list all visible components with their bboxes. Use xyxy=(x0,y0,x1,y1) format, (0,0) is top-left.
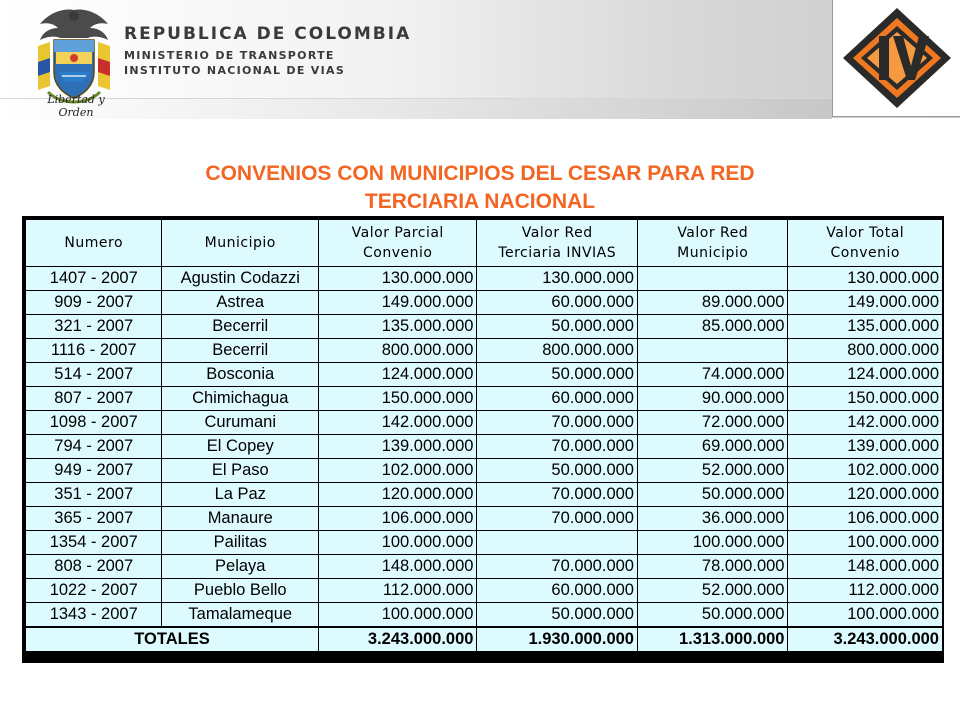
municipio-cell: Bosconia xyxy=(162,363,319,387)
header-municipio xyxy=(162,220,319,267)
municipio-cell: Agustin Codazzi xyxy=(162,267,319,291)
invias-logo-icon xyxy=(839,4,955,112)
valor-red-municipio-cell: 74.000.000 xyxy=(637,363,788,387)
table-body xyxy=(26,267,943,628)
municipio-cell: La Paz xyxy=(162,483,319,507)
valor-red-municipio-cell: 50.000.000 xyxy=(637,483,788,507)
table-row xyxy=(26,507,943,531)
title-line-2: TERCIARIA NACIONAL xyxy=(364,190,596,213)
municipio-cell: Pueblo Bello xyxy=(162,579,319,603)
valor-red-municipio-cell: 52.000.000 xyxy=(637,579,788,603)
valor-total-cell: 100.000.000 xyxy=(788,531,943,555)
valor-red-municipio-cell: 50.000.000 xyxy=(637,603,788,628)
table-row xyxy=(26,411,943,435)
ministry-name: MINISTERIO DE TRANSPORTE xyxy=(124,49,335,62)
numero-cell: 807 - 2007 xyxy=(26,387,162,411)
table-row xyxy=(26,483,943,507)
valor-parcial-cell: 100.000.000 xyxy=(319,531,477,555)
numero-cell: 1343 - 2007 xyxy=(26,603,162,628)
header-text-line: Numero xyxy=(64,235,124,251)
header-text-line: Convenio xyxy=(363,245,433,261)
valor-parcial-cell: 130.000.000 xyxy=(319,267,477,291)
table-row xyxy=(26,459,943,483)
agreements-table xyxy=(25,219,943,652)
valor-parcial-cell: 106.000.000 xyxy=(319,507,477,531)
municipio-cell: Curumani xyxy=(162,411,319,435)
country-name: REPUBLICA DE COLOMBIA xyxy=(124,24,412,44)
valor-parcial-cell: 120.000.000 xyxy=(319,483,477,507)
header-banner xyxy=(0,0,960,118)
header-text-line: Municipio xyxy=(204,235,276,251)
valor-red-municipio-cell: 85.000.000 xyxy=(637,315,788,339)
valor-red-invias-cell: 50.000.000 xyxy=(477,363,638,387)
numero-cell: 1354 - 2007 xyxy=(26,531,162,555)
numero-cell: 514 - 2007 xyxy=(26,363,162,387)
numero-cell: 1116 - 2007 xyxy=(26,339,162,363)
municipio-cell: Becerril xyxy=(162,315,319,339)
valor-total-cell: 139.000.000 xyxy=(788,435,943,459)
header-text-line: Convenio xyxy=(830,245,900,261)
invias-logo xyxy=(832,0,960,117)
table-row xyxy=(26,603,943,628)
valor-red-invias-cell: 60.000.000 xyxy=(477,579,638,603)
municipio-cell: El Paso xyxy=(162,459,319,483)
total-valor-red-municipio: 1.313.000.000 xyxy=(637,627,788,652)
header-text-line: Municipio xyxy=(677,245,749,261)
valor-parcial-cell: 112.000.000 xyxy=(319,579,477,603)
valor-total-cell: 142.000.000 xyxy=(788,411,943,435)
municipio-cell: Pelaya xyxy=(162,555,319,579)
valor-red-municipio-cell xyxy=(637,339,788,363)
valor-red-invias-cell: 60.000.000 xyxy=(477,387,638,411)
totals-row xyxy=(26,627,943,652)
header-valor-red-municipio xyxy=(637,220,788,267)
header-valor-parcial xyxy=(319,220,477,267)
table-row xyxy=(26,435,943,459)
valor-red-invias-cell: 800.000.000 xyxy=(477,339,638,363)
table-header xyxy=(26,220,943,267)
valor-parcial-cell: 142.000.000 xyxy=(319,411,477,435)
municipio-cell: Tamalameque xyxy=(162,603,319,628)
valor-red-invias-cell: 50.000.000 xyxy=(477,315,638,339)
valor-total-cell: 120.000.000 xyxy=(788,483,943,507)
valor-red-municipio-cell: 100.000.000 xyxy=(637,531,788,555)
valor-red-invias-cell: 50.000.000 xyxy=(477,603,638,628)
header-row xyxy=(26,220,943,267)
table-row xyxy=(26,555,943,579)
table-row xyxy=(26,363,943,387)
municipio-cell: Manaure xyxy=(162,507,319,531)
valor-total-cell: 130.000.000 xyxy=(788,267,943,291)
header-text-line: Valor Red xyxy=(677,225,749,241)
table-footer xyxy=(26,627,943,652)
valor-red-municipio-cell: 78.000.000 xyxy=(637,555,788,579)
valor-total-cell: 148.000.000 xyxy=(788,555,943,579)
valor-parcial-cell: 150.000.000 xyxy=(319,387,477,411)
header-text-line: Terciaria INVIAS xyxy=(498,245,617,261)
municipio-cell: Chimichagua xyxy=(162,387,319,411)
valor-red-invias-cell: 70.000.000 xyxy=(477,555,638,579)
valor-red-municipio-cell: 36.000.000 xyxy=(637,507,788,531)
valor-red-invias-cell: 50.000.000 xyxy=(477,459,638,483)
numero-cell: 949 - 2007 xyxy=(26,459,162,483)
table-row xyxy=(26,267,943,291)
title-line-1: CONVENIOS CON MUNICIPIOS DEL CESAR PARA RED xyxy=(205,162,755,185)
total-valor-total: 3.243.000.000 xyxy=(788,627,943,652)
header-text-line: Valor Total xyxy=(826,225,905,241)
valor-red-invias-cell xyxy=(477,531,638,555)
valor-parcial-cell: 124.000.000 xyxy=(319,363,477,387)
numero-cell: 365 - 2007 xyxy=(26,507,162,531)
valor-total-cell: 102.000.000 xyxy=(788,459,943,483)
valor-red-invias-cell: 130.000.000 xyxy=(477,267,638,291)
valor-red-municipio-cell: 72.000.000 xyxy=(637,411,788,435)
valor-parcial-cell: 139.000.000 xyxy=(319,435,477,459)
numero-cell: 321 - 2007 xyxy=(26,315,162,339)
table-row xyxy=(26,387,943,411)
header-valor-total xyxy=(788,220,943,267)
municipio-cell: Becerril xyxy=(162,339,319,363)
municipio-cell: El Copey xyxy=(162,435,319,459)
valor-parcial-cell: 102.000.000 xyxy=(319,459,477,483)
motto-text: Libertad y Orden xyxy=(47,93,105,119)
numero-cell: 1022 - 2007 xyxy=(26,579,162,603)
valor-red-municipio-cell xyxy=(637,267,788,291)
table-row xyxy=(26,531,943,555)
valor-total-cell: 106.000.000 xyxy=(788,507,943,531)
page-title xyxy=(100,160,860,216)
valor-total-cell: 124.000.000 xyxy=(788,363,943,387)
header-bottom-strip xyxy=(0,98,832,119)
valor-parcial-cell: 800.000.000 xyxy=(319,339,477,363)
municipio-cell: Astrea xyxy=(162,291,319,315)
valor-parcial-cell: 149.000.000 xyxy=(319,291,477,315)
valor-parcial-cell: 148.000.000 xyxy=(319,555,477,579)
table-row xyxy=(26,339,943,363)
header-text-line: Valor Red xyxy=(521,225,593,241)
table-row xyxy=(26,315,943,339)
table-row xyxy=(26,291,943,315)
totals-label: TOTALES xyxy=(26,627,319,652)
numero-cell: 909 - 2007 xyxy=(26,291,162,315)
valor-total-cell: 800.000.000 xyxy=(788,339,943,363)
valor-parcial-cell: 100.000.000 xyxy=(319,603,477,628)
valor-total-cell: 112.000.000 xyxy=(788,579,943,603)
valor-red-invias-cell: 70.000.000 xyxy=(477,507,638,531)
valor-total-cell: 149.000.000 xyxy=(788,291,943,315)
table-row xyxy=(26,579,943,603)
numero-cell: 1407 - 2007 xyxy=(26,267,162,291)
numero-cell: 351 - 2007 xyxy=(26,483,162,507)
valor-red-invias-cell: 70.000.000 xyxy=(477,483,638,507)
institute-name: INSTITUTO NACIONAL DE VIAS xyxy=(124,64,346,77)
valor-red-municipio-cell: 90.000.000 xyxy=(637,387,788,411)
valor-red-invias-cell: 70.000.000 xyxy=(477,411,638,435)
valor-red-municipio-cell: 69.000.000 xyxy=(637,435,788,459)
municipio-cell: Pailitas xyxy=(162,531,319,555)
numero-cell: 808 - 2007 xyxy=(26,555,162,579)
numero-cell: 794 - 2007 xyxy=(26,435,162,459)
valor-red-municipio-cell: 89.000.000 xyxy=(637,291,788,315)
header-valor-red-invias xyxy=(477,220,638,267)
total-valor-red-invias: 1.930.000.000 xyxy=(477,627,638,652)
valor-red-invias-cell: 70.000.000 xyxy=(477,435,638,459)
valor-red-municipio-cell: 52.000.000 xyxy=(637,459,788,483)
total-valor-parcial: 3.243.000.000 xyxy=(319,627,477,652)
valor-total-cell: 100.000.000 xyxy=(788,603,943,628)
header-numero xyxy=(26,220,162,267)
header-text-line: Valor Parcial xyxy=(351,225,444,241)
valor-total-cell: 135.000.000 xyxy=(788,315,943,339)
numero-cell: 1098 - 2007 xyxy=(26,411,162,435)
valor-parcial-cell: 135.000.000 xyxy=(319,315,477,339)
agreements-table-frame xyxy=(22,216,944,663)
valor-total-cell: 150.000.000 xyxy=(788,387,943,411)
valor-red-invias-cell: 60.000.000 xyxy=(477,291,638,315)
